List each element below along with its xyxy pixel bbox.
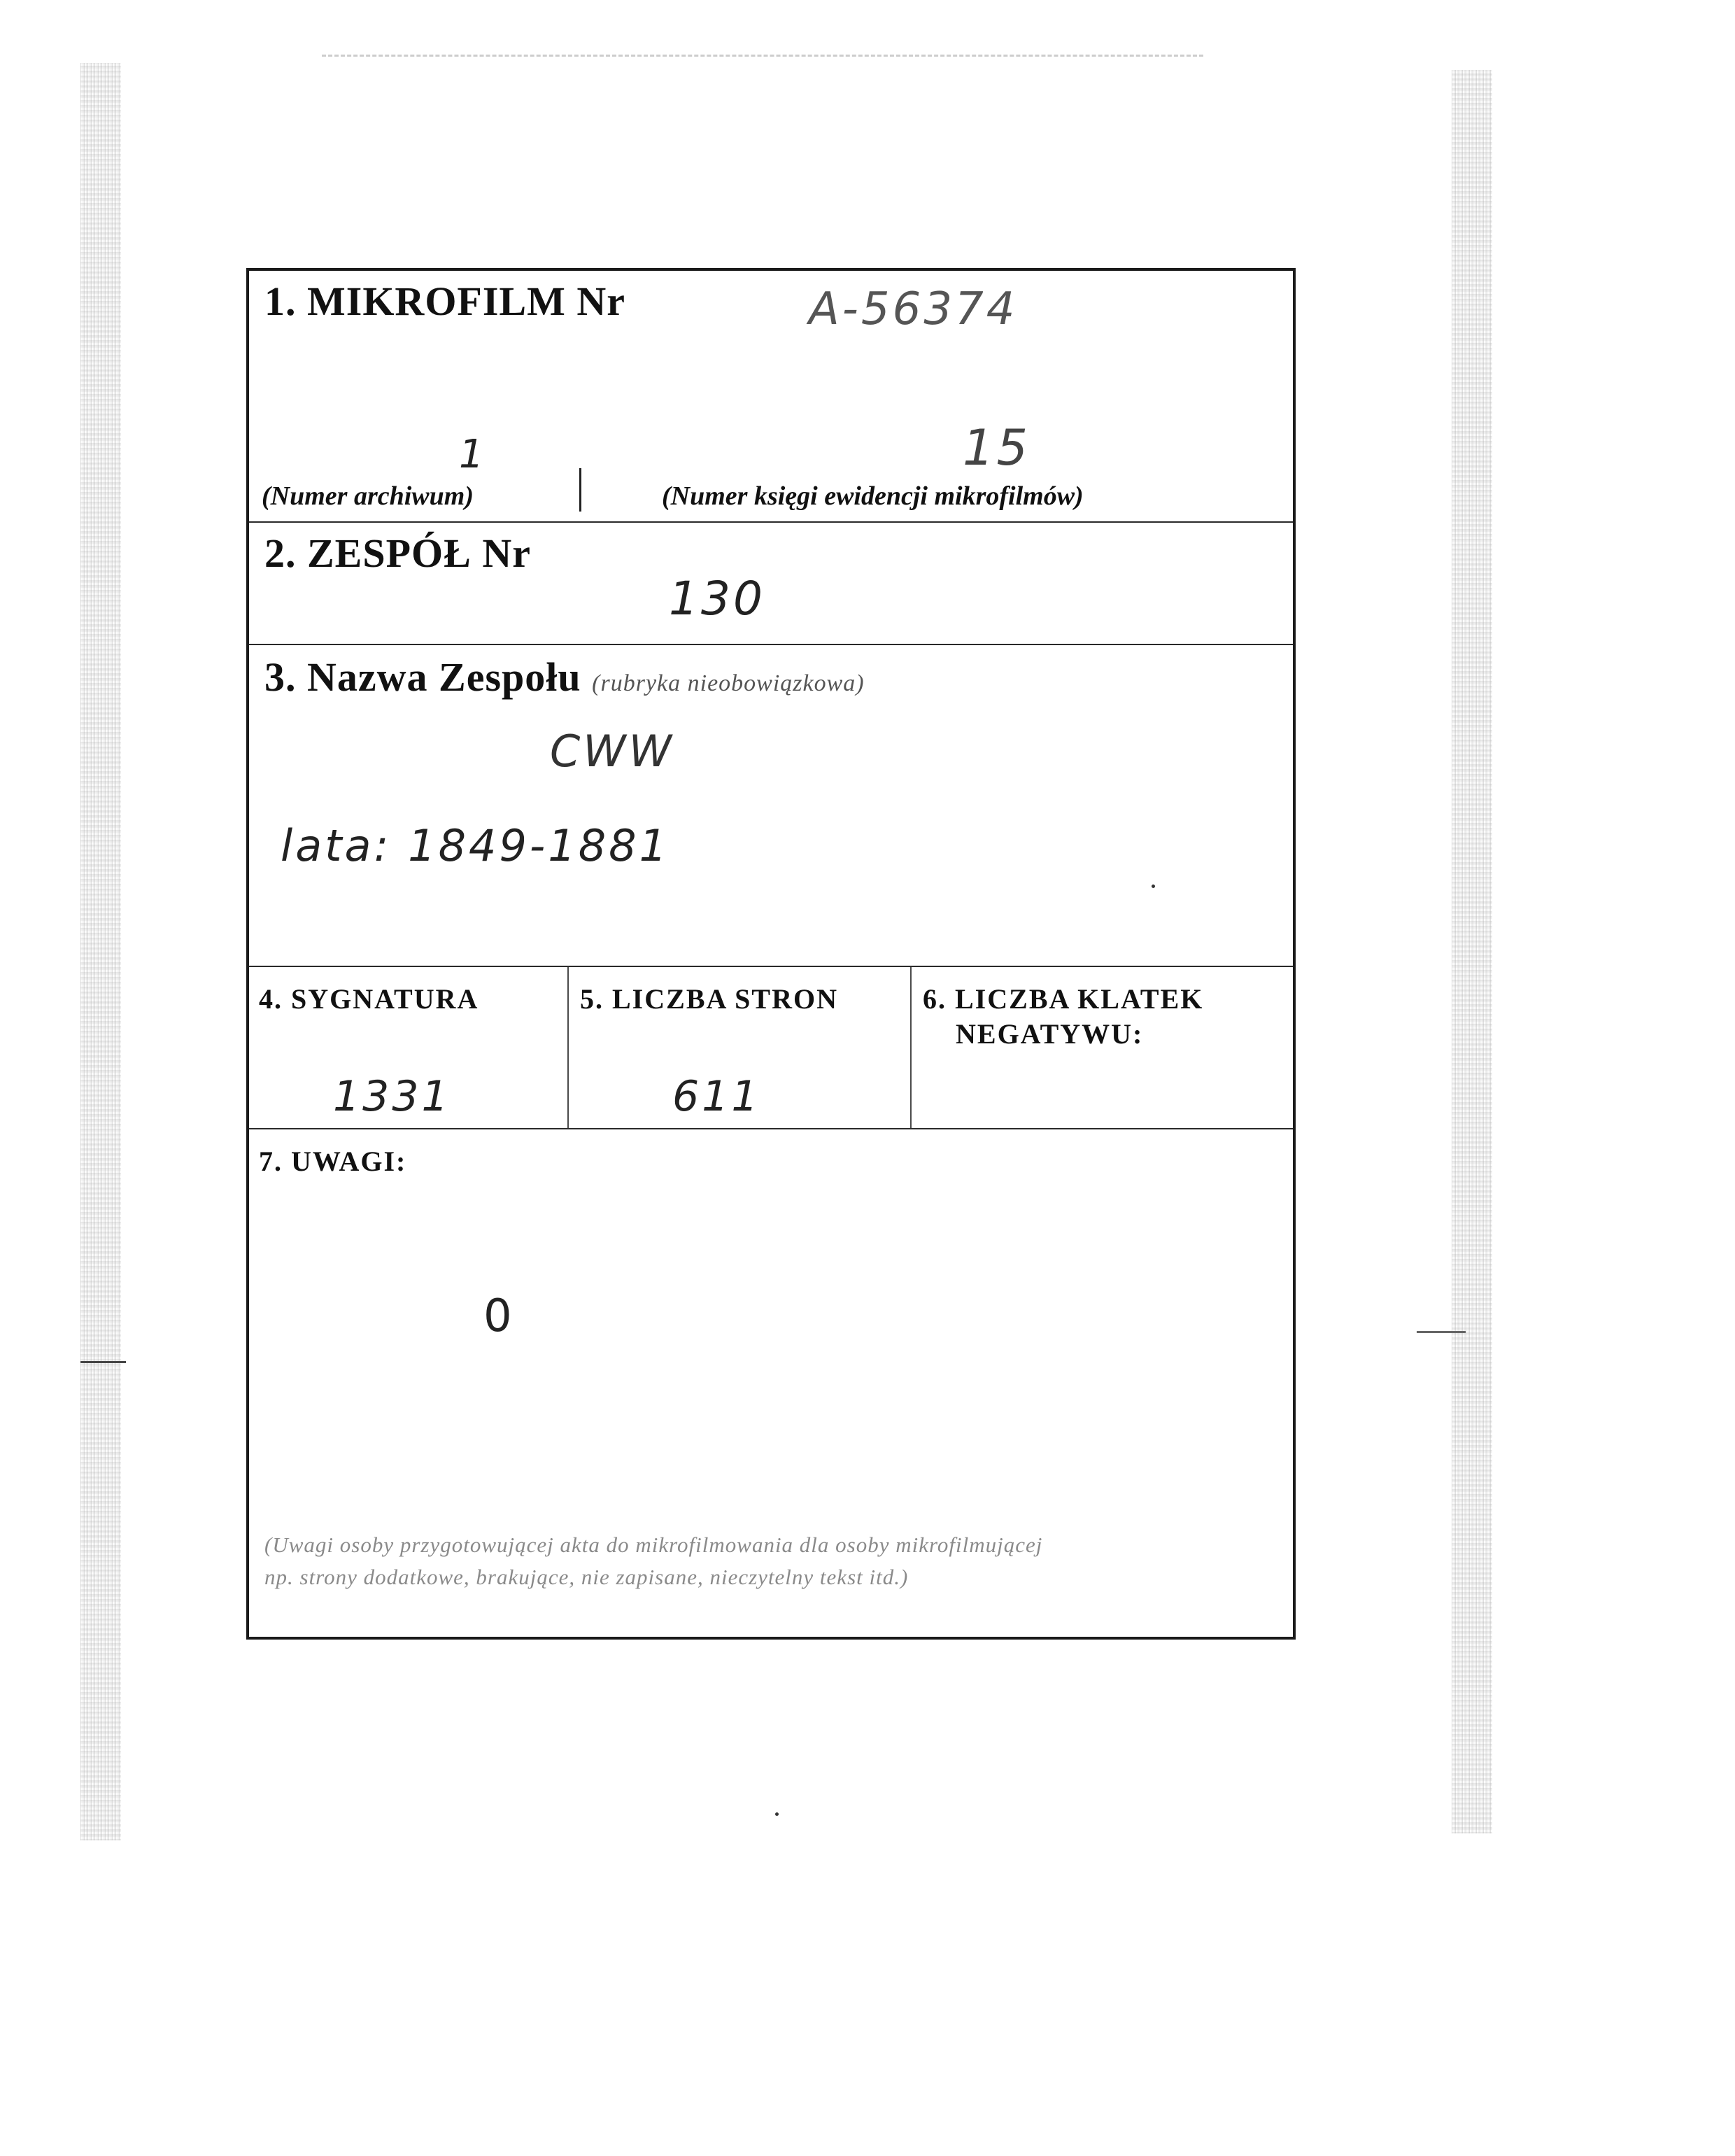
fonds-name-value: CWW [550, 726, 674, 777]
register-number-caption: (Numer księgi ewidencji mikrofilmów) [662, 481, 1084, 511]
remarks-value: 0 [483, 1290, 515, 1342]
remarks-note-line1: (Uwagi osoby przygotowującej akta do mikrofilmowania dla osoby mikrofilmującej [264, 1533, 1043, 1557]
register-number-value: 15 [963, 419, 1031, 477]
section-microfilm-number [249, 271, 1293, 523]
margin-mark-right [1417, 1331, 1466, 1333]
remarks-label: 7. UWAGI: [259, 1146, 407, 1177]
page-count-label: 5. LICZBA STRON [580, 983, 838, 1015]
scan-right-edge [1452, 70, 1492, 1833]
signature-value: 1331 [333, 1072, 451, 1121]
signature-label: 4. SYGNATURA [259, 983, 479, 1015]
fonds-number-label: 2. ZESPÓŁ Nr [264, 530, 531, 576]
margin-mark-left [80, 1361, 126, 1363]
negative-frames-label-line1: 6. LICZBA KLATEK [923, 983, 1204, 1015]
column-divider [567, 967, 569, 1128]
section-fonds-name [249, 645, 1293, 967]
caption-separator [579, 468, 581, 512]
fonds-name-label [264, 654, 865, 700]
scan-left-edge [80, 63, 121, 1840]
scan-top-noise [322, 55, 1203, 57]
negative-frames-label-line2: NEGATYWU: [956, 1018, 1144, 1050]
column-divider [910, 967, 912, 1128]
archive-number-value: 1 [459, 432, 487, 477]
section-remarks [249, 1129, 1293, 1637]
archive-number-caption: (Numer archiwum) [262, 481, 474, 511]
scan-speck [1152, 885, 1155, 888]
microfilm-number-label: 1. MIKROFILM Nr [264, 279, 625, 324]
fonds-dates-value: lata: 1849-1881 [281, 820, 670, 871]
section-details-row [249, 967, 1293, 1129]
microfilm-form [246, 268, 1296, 1640]
microfilm-number-value: A-56374 [809, 283, 1018, 335]
page-count-value: 611 [672, 1072, 761, 1121]
scan-speck [775, 1812, 779, 1816]
remarks-note-line2: np. strony dodatkowe, brakujące, nie zapisane, nieczytelny tekst itd.) [264, 1565, 909, 1589]
fonds-name-title: 3. Nazwa Zespołu [264, 654, 581, 700]
section-fonds-number [249, 523, 1293, 645]
fonds-number-value: 130 [669, 572, 765, 626]
fonds-name-hint: (rubryka nieobowiązkowa) [592, 670, 865, 696]
